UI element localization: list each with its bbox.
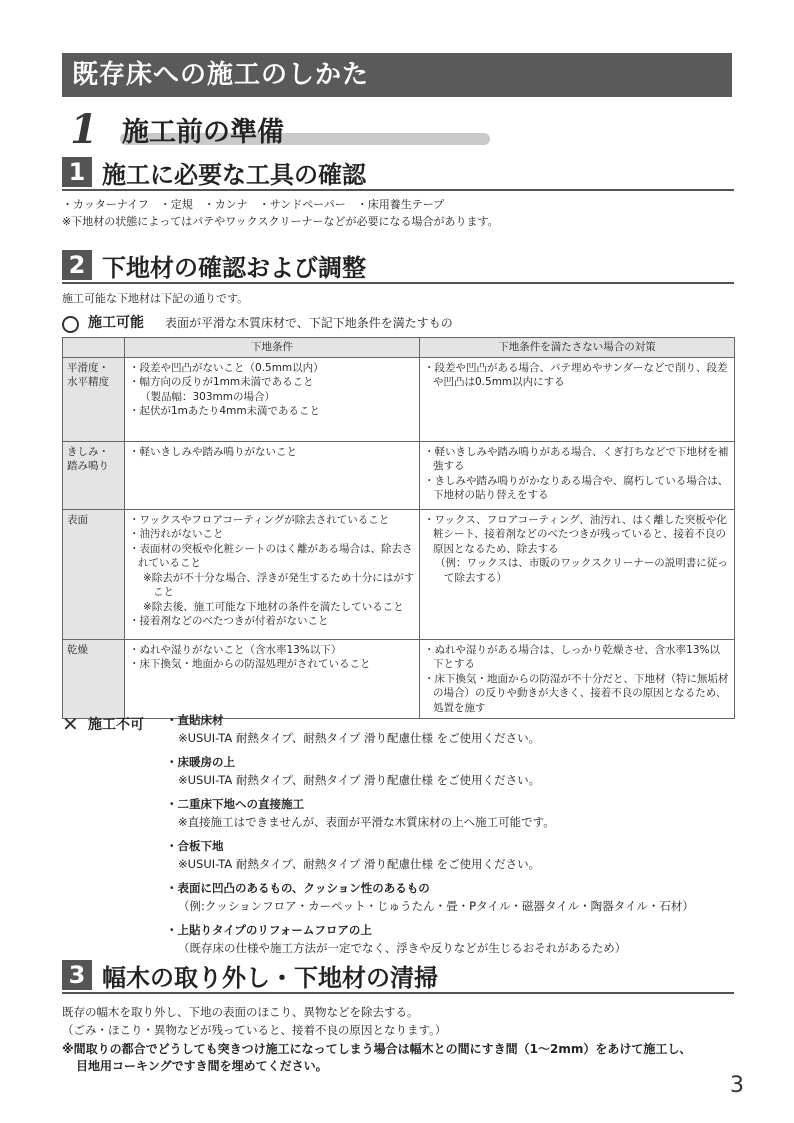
chapter-number: 1 <box>70 106 98 153</box>
table-row <box>63 357 735 441</box>
ng-item-detail: ※USUI-TA 耐熱タイプ、耐熱タイプ 滑り配慮仕様 をご使用ください。 <box>178 857 541 871</box>
fix-item: （例：ワックスは、市販のワックスクリーナーの説明書に従って除去する） <box>435 557 728 584</box>
section3-note-line: ※間取りの都合でどうしても突きつけ施工になってしまう場合は幅木との間にすき間（1〜2mm）をあけて施工し、 <box>62 1042 692 1056</box>
ng-item-detail: ※USUI-TA 耐熱タイプ、耐熱タイプ 滑り配慮仕様 をご使用ください。 <box>178 773 541 787</box>
row-head-line: 乾燥 <box>67 643 88 656</box>
fix-item: ・きしみや踏み鳴りがかなりある場合や、腐朽している場合は、下地材の貼り替えをする <box>424 474 729 501</box>
section3-title: 幅木の取り外し・下地材の清掃 <box>102 964 438 992</box>
row-head <box>63 441 125 509</box>
section2-number: 2 <box>62 250 92 280</box>
ng-item-title: ・表面に凹凸のあるもの、クッション性のあるもの <box>166 881 430 895</box>
row-head <box>63 639 125 719</box>
fix-item: ・ワックス、フロアコーティング、油汚れ、はく離した突板や化粧シート、接着剤などのべたつきが残っていると、接着不良の原因となるため、除去する <box>424 513 727 555</box>
row-head-line: 水平精度 <box>67 376 109 388</box>
page-number: 3 <box>730 1073 744 1098</box>
ng-item-detail: （既存床の仕様や施工方法が一定でなく、浮きや反りなどが生じるおそれがあるため） <box>178 941 627 955</box>
condition-cell <box>125 357 420 441</box>
row-head-line: きしみ・ <box>67 445 109 458</box>
row-head-line: 踏み鳴り <box>67 460 109 472</box>
table-row <box>63 441 735 509</box>
condition-item: ・段差や凹凸がないこと（0.5mm以内） <box>129 361 324 374</box>
section1-heading <box>62 155 734 191</box>
cross-icon: ✕ <box>62 712 79 736</box>
table-row <box>63 509 735 639</box>
condition-item: ※除去後、施工可能な下地材の条件を満たしていること <box>143 600 404 613</box>
chapter-title: 施工前の準備 <box>122 117 284 148</box>
section3-text <box>62 1003 446 1039</box>
row-head <box>63 509 125 639</box>
ng-item-detail: ※USUI-TA 耐熱タイプ、耐熱タイプ 滑り配慮仕様 をご使用ください。 <box>178 731 541 745</box>
table-header-cell: 下地条件 <box>125 338 420 358</box>
ng-item-detail: （例:クッションフロア・カーペット・じゅうたん・畳・Pタイル・磁器タイル・陶器タイル・石材） <box>178 899 694 913</box>
fix-item: ・床下換気・地面からの防湿が不十分だと、下地材（特に無垢材の場合）の反りや動きが大きく、接着不良の原因となるため、処置を施す <box>424 672 729 714</box>
ok-description: 表面が平滑な木質床材で、下記下地条件を満たすもの <box>165 316 453 330</box>
fix-item: ・段差や凹凸がある場合、パテ埋めやサンダーなどで削り、段差や凹凸は0.5mm以内にする <box>424 361 728 388</box>
table-header-row <box>63 338 735 358</box>
list-item <box>166 837 726 873</box>
section3-line: 既存の幅木を取り外し、下地の表面のほこり、異物などを除去する。 <box>62 1005 419 1019</box>
ng-list <box>166 711 726 963</box>
section1-note: ※下地材の状態によってはパテやワックスクリーナーなどが必要になる場合があります。 <box>62 215 499 228</box>
condition-cell <box>125 639 420 719</box>
condition-item: ・ぬれや湿りがないこと（含水率13%以下） <box>129 643 342 656</box>
condition-table <box>62 337 735 719</box>
section2-title: 下地材の確認および調整 <box>102 254 366 282</box>
list-item <box>166 711 726 747</box>
section3-heading <box>62 958 734 994</box>
ng-item-title: ・上貼りタイプのリフォームフロアの上 <box>166 923 372 937</box>
list-item <box>166 879 726 915</box>
ng-item-detail: ※直接施工はできませんが、表面が平滑な木質床材の上へ施工可能です。 <box>178 815 555 829</box>
condition-item: ・幅方向の反りが1mm未満であること <box>129 376 314 388</box>
section3-line: （ごみ・ほこり・異物などが残っていると、接着不良の原因となります。） <box>62 1023 447 1037</box>
condition-item: ・起伏が1mあたり4mm未満であること <box>129 405 321 417</box>
circle-icon <box>62 316 79 333</box>
list-item <box>166 795 726 831</box>
condition-cell <box>125 441 420 509</box>
ng-item-title: ・二重床下地への直接施工 <box>166 797 304 811</box>
fix-cell <box>420 509 735 639</box>
fix-cell <box>420 357 735 441</box>
condition-item: ・ワックスやフロアコーティングが除去されていること <box>129 513 390 526</box>
row-head <box>63 357 125 441</box>
fix-cell <box>420 639 735 719</box>
ng-item-title: ・床暖房の上 <box>166 755 235 769</box>
section3-note <box>62 1041 752 1075</box>
section1-number: 1 <box>62 157 92 187</box>
ok-label: 施工可能 <box>88 315 144 331</box>
condition-cell <box>125 509 420 639</box>
table-row <box>63 639 735 719</box>
condition-item: ・床下換気・地面からの防湿処理がされていること <box>129 658 371 670</box>
condition-item: ・表面材の突板や化粧シートのはく離がある場合は、除去されていること <box>129 542 413 569</box>
list-item <box>166 753 726 789</box>
fix-item: ・ぬれや湿りがある場合は、しっかり乾燥させ、含水率13%以下とする <box>424 643 721 670</box>
section2-heading <box>62 248 734 284</box>
section2-intro: 施工可能な下地材は下記の通りです。 <box>62 292 249 305</box>
section3-number: 3 <box>62 960 92 990</box>
row-head-line: 表面 <box>67 513 88 526</box>
condition-item: ・接着剤などのべたつきが付着がないこと <box>129 615 329 627</box>
condition-item: ・油汚れがないこと <box>129 528 224 540</box>
ng-item-title: ・直貼床材 <box>166 713 224 727</box>
section1-tools: ・カッターナイフ ・定規 ・カンナ ・サンドペーパー ・床用養生テープ <box>62 198 445 211</box>
section3-note-line: 目地用コーキングですき間を埋めてください。 <box>76 1059 328 1073</box>
table-header-cell <box>63 338 125 358</box>
condition-item: （製品幅：303mmの場合） <box>140 390 275 403</box>
ng-item-title: ・合板下地 <box>166 839 224 853</box>
fix-item: ・軽いきしみや踏み鳴りがある場合、くぎ打ちなどで下地材を補強する <box>424 445 729 472</box>
row-head-line: 平滑度・ <box>67 361 109 374</box>
ng-label: 施工不可 <box>88 717 144 733</box>
section1-title: 施工に必要な工具の確認 <box>102 161 366 189</box>
fix-cell <box>420 441 735 509</box>
list-item <box>166 921 726 957</box>
condition-item: ・軽いきしみや踏み鳴りがないこと <box>129 445 297 458</box>
condition-item: ※除去が不十分な場合、浮きが発生するため十分にはがすこと <box>143 571 415 598</box>
page-title: 既存床への施工のしかた <box>62 53 732 97</box>
table-header-cell: 下地条件を満たさない場合の対策 <box>420 338 735 358</box>
